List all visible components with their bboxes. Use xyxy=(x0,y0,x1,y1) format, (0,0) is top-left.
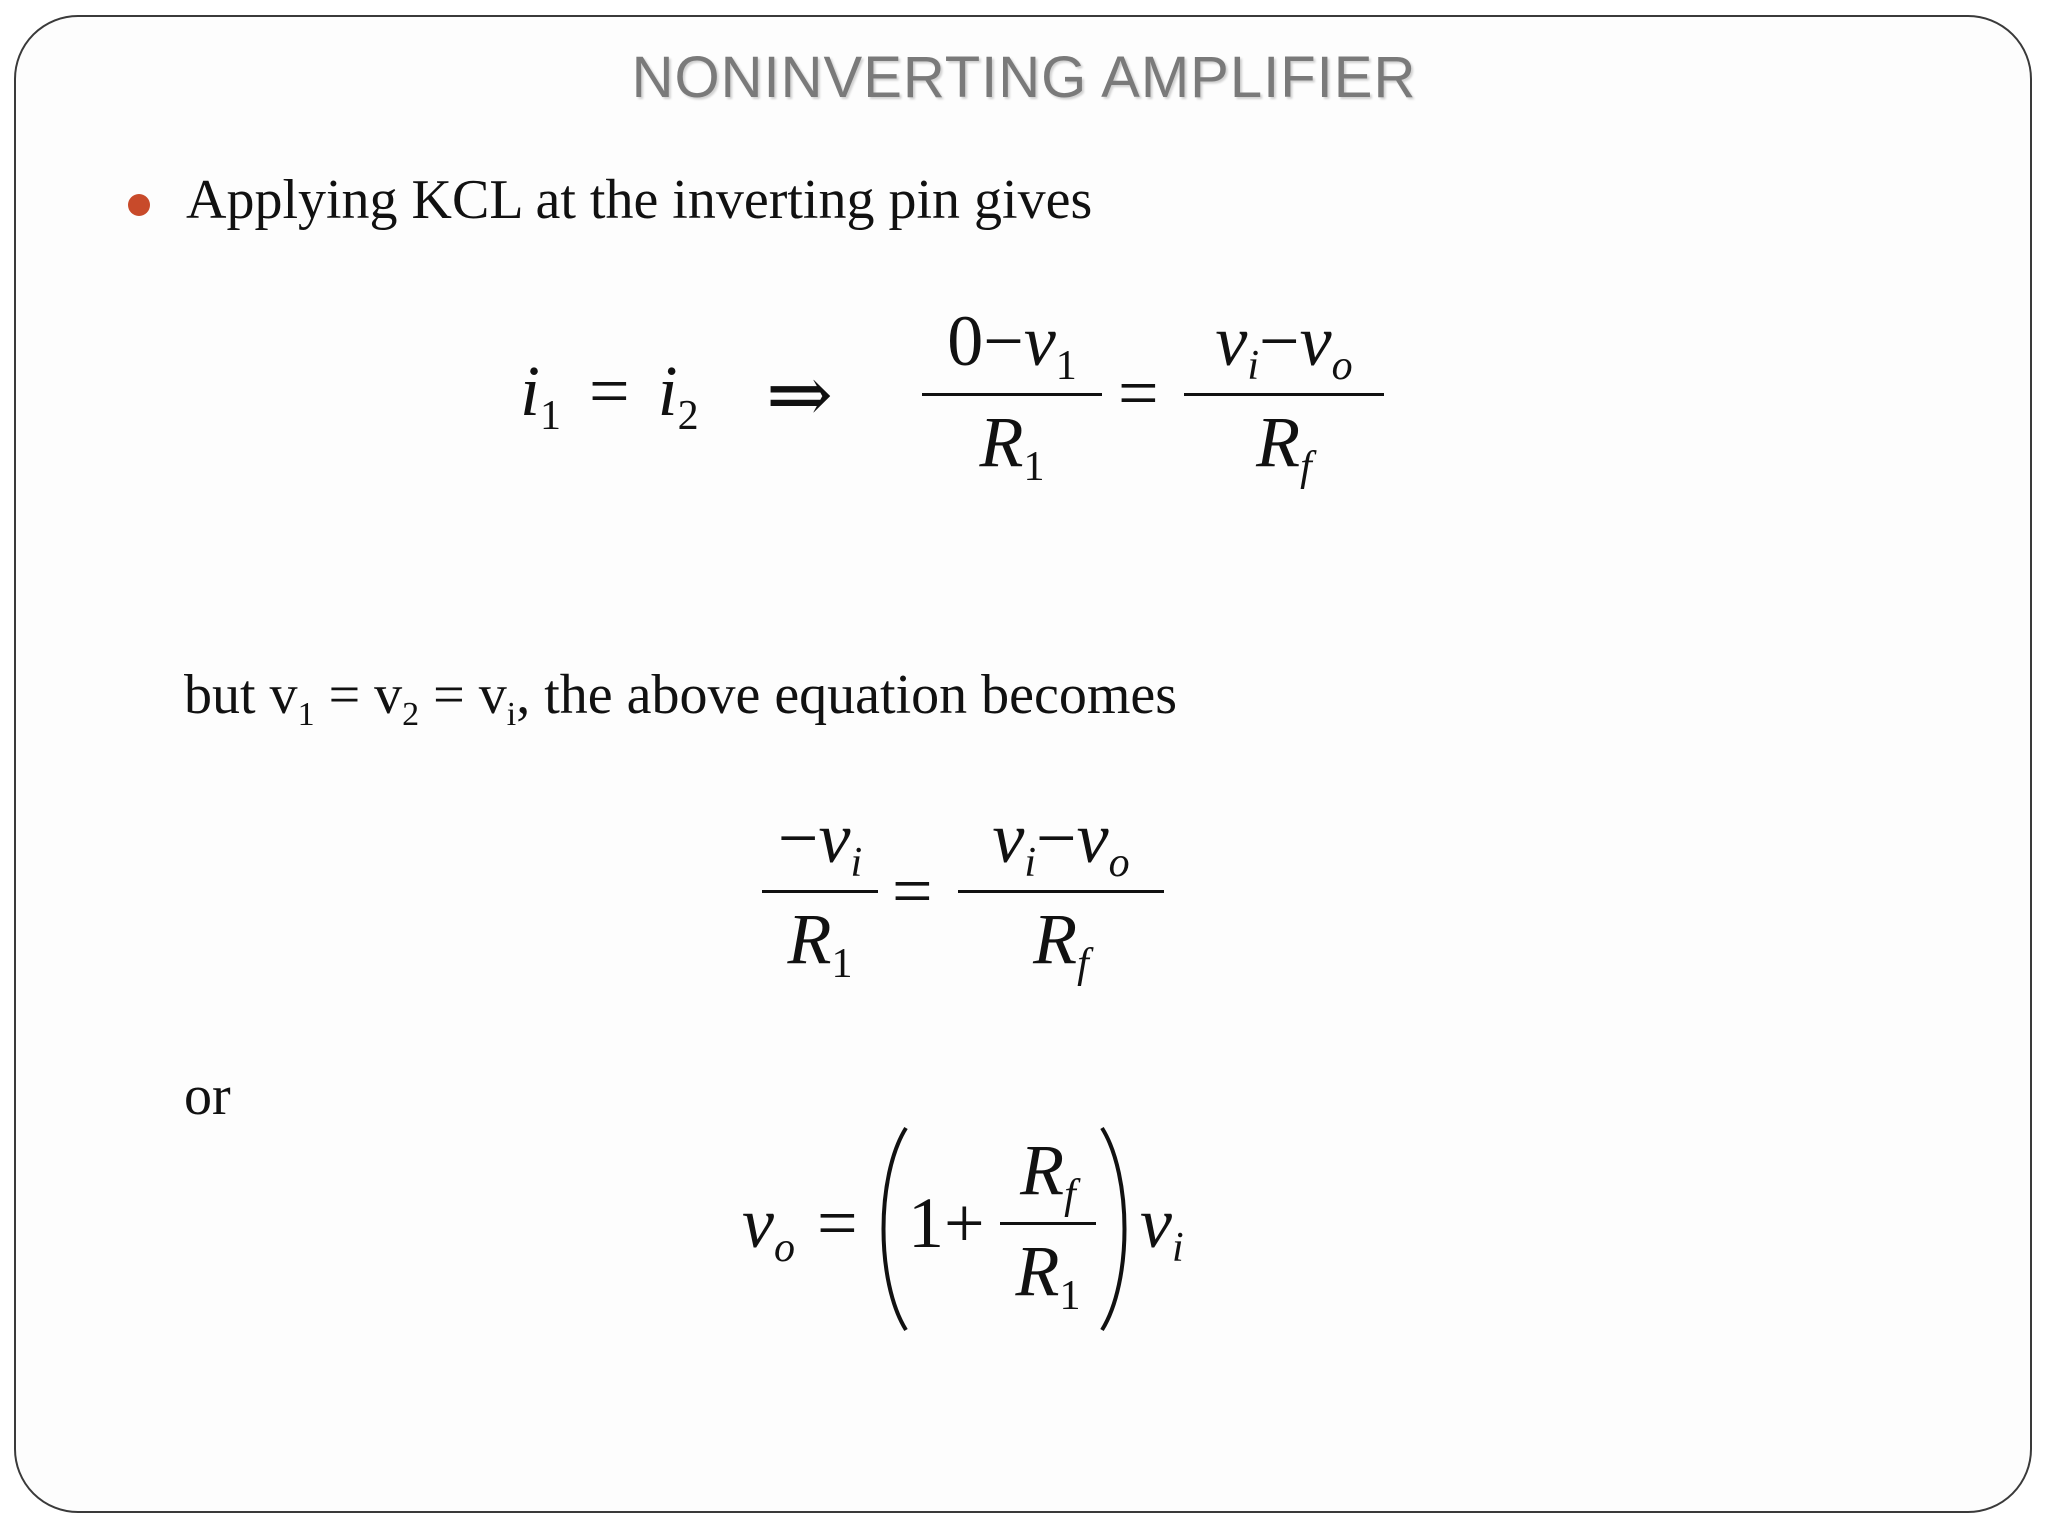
gain-one-plus xyxy=(908,1182,985,1265)
fraction-bar xyxy=(762,890,878,893)
fraction-numerator xyxy=(922,301,1102,389)
fraction-kcl-right xyxy=(1184,301,1384,490)
implies-arrow: ⇒ xyxy=(766,352,834,440)
fraction-gain xyxy=(1000,1130,1096,1319)
math-subscript: o xyxy=(1331,343,1353,389)
line-text: , the above equation becomes xyxy=(516,664,1178,726)
math-subscript: f xyxy=(1300,444,1312,490)
math-subscript: f xyxy=(1064,1172,1076,1218)
math-var: R xyxy=(1020,1130,1065,1210)
or-text: or xyxy=(184,1065,231,1127)
math-equals: = xyxy=(816,1183,858,1263)
right-parenthesis xyxy=(1096,1126,1136,1332)
math-minus: − xyxy=(777,798,819,878)
math-subscript: 1 xyxy=(540,393,562,439)
fraction-numerator xyxy=(1184,301,1384,389)
math-subscript: i xyxy=(850,840,863,886)
slide-title: NONINVERTING AMPLIFIER xyxy=(631,45,1417,110)
math-minus: − xyxy=(1259,301,1300,381)
math-var: R xyxy=(979,402,1024,482)
line-subscript: 2 xyxy=(402,696,420,733)
math-number: 1 xyxy=(908,1183,944,1263)
line-subscript: 1 xyxy=(297,696,315,733)
math-subscript: 1 xyxy=(1059,1273,1081,1319)
math-equals: = xyxy=(892,851,933,931)
math-var: v xyxy=(742,1183,774,1263)
fraction-bar xyxy=(922,393,1102,396)
fraction-denominator xyxy=(1000,1231,1096,1319)
math-subscript: 1 xyxy=(831,941,853,987)
math-var: v xyxy=(992,798,1025,878)
math-subscript: i xyxy=(1171,1225,1184,1271)
math-equals: = xyxy=(589,351,630,431)
math-plus: + xyxy=(944,1183,985,1263)
math-minus: − xyxy=(983,301,1024,381)
fraction-substituted-left xyxy=(762,798,878,987)
fraction-bar xyxy=(1000,1222,1096,1225)
line-text: = v xyxy=(314,664,403,726)
math-equals: = xyxy=(1118,353,1159,433)
fraction-numerator xyxy=(958,798,1164,886)
line-text: = v xyxy=(419,664,507,726)
math-var: i xyxy=(520,351,541,431)
math-var: v xyxy=(1215,301,1248,381)
math-subscript: 1 xyxy=(1055,343,1077,389)
math-subscript: 2 xyxy=(677,393,699,439)
fraction-denominator xyxy=(958,899,1164,987)
math-subscript: o xyxy=(1108,840,1130,886)
left-parenthesis xyxy=(872,1126,912,1332)
math-var: v xyxy=(818,798,851,878)
line-text: but v xyxy=(184,664,298,726)
gain-equation-rhs xyxy=(1140,1182,1184,1272)
math-var: R xyxy=(787,899,832,979)
fraction-substituted-right xyxy=(958,798,1164,987)
math-minus: − xyxy=(1036,798,1077,878)
math-var: v xyxy=(1140,1183,1172,1263)
math-subscript: o xyxy=(773,1225,795,1271)
fraction-numerator xyxy=(1000,1130,1096,1218)
math-subscript: i xyxy=(1247,343,1260,389)
equation-kcl-lhs xyxy=(520,350,699,440)
substitution-line xyxy=(184,663,1177,734)
math-subscript: 1 xyxy=(1023,444,1045,490)
math-var: R xyxy=(1256,402,1301,482)
math-subscript: i xyxy=(1024,840,1037,886)
math-var: i xyxy=(657,351,678,431)
line-subscript: i xyxy=(506,696,517,733)
math-subscript: f xyxy=(1077,941,1089,987)
gain-equation-lhs xyxy=(742,1182,858,1272)
fraction-kcl-left xyxy=(922,301,1102,490)
fraction-bar xyxy=(1184,393,1384,396)
fraction-bar xyxy=(958,890,1164,893)
math-number: 0 xyxy=(947,301,984,381)
fraction-denominator xyxy=(762,899,878,987)
fraction-denominator xyxy=(922,402,1102,490)
fraction-numerator xyxy=(762,798,878,886)
math-var: R xyxy=(1033,899,1078,979)
fraction-denominator xyxy=(1184,402,1384,490)
math-var: R xyxy=(1015,1231,1060,1311)
math-var: v xyxy=(1299,301,1332,381)
bullet-marker xyxy=(128,194,150,216)
math-var: v xyxy=(1076,798,1109,878)
bullet-text: Applying KCL at the inverting pin gives xyxy=(186,169,1093,231)
math-var: v xyxy=(1023,301,1056,381)
